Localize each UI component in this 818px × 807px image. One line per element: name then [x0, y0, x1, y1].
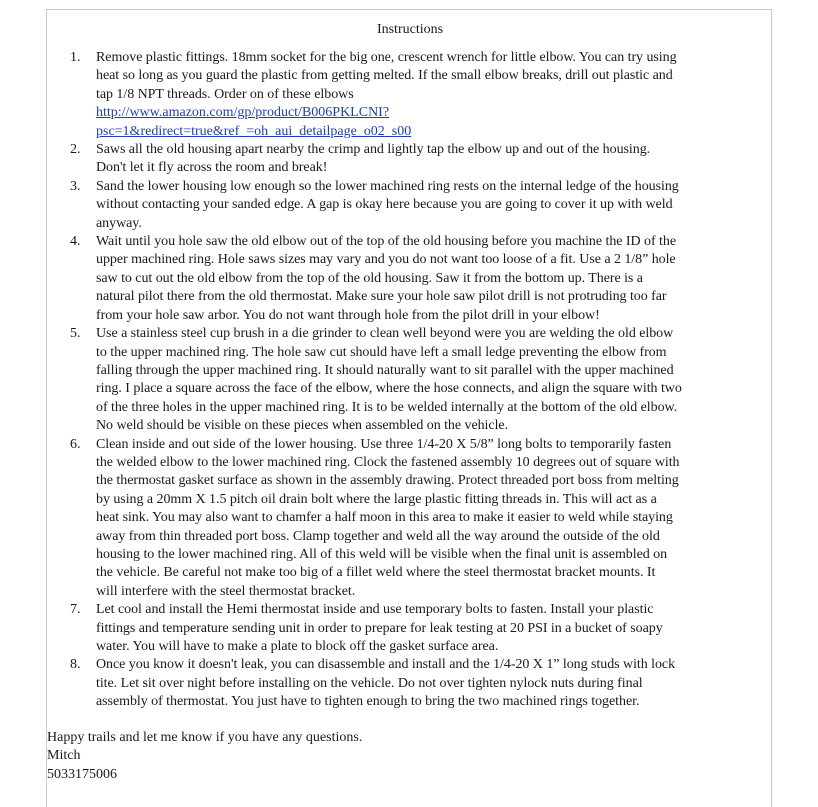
closing-message: Happy trails and let me know if you have any questions.	[47, 730, 363, 745]
step-number: 5.	[70, 326, 81, 342]
step-text: Let cool and install the Hemi thermostat inside and use temporary bolts to fasten. Install your plastic fittings and temperature sending unit in order to prepare for leak testing at 20 PSI in a bucket of soapy water. You will have to make a plate to block off the gasket surface area.	[96, 602, 663, 654]
step-text: Once you know it doesn't leak, you can disassemble and install and the 1/4-20 X 1” long studs with lock tite. Let sit over night before installing on the vehicle. Do not over tighten nylock nuts during final assembly of thermostat. You just have to tighten enough to bring the two machined rings together.	[96, 657, 676, 710]
document-page	[46, 9, 772, 807]
step-number: 8.	[70, 657, 81, 673]
instruction-step-3	[47, 178, 773, 233]
phone-number: 5033175006	[47, 766, 117, 782]
step-number: 6.	[70, 436, 81, 452]
step-text: Use a stainless steel cup brush in a die grinder to clean well beyond were you are welding the old elbow to the upper machined ring. The hole saw cut should have left a small ledge preventing the elbow from falling through the upper machined ring. It should naturally want to sit parallel with the upper machined ring. I place a square across the face of the elbow, where the hose connects, and align the square with two of the three holes in the upper machined ring. It is to be welded internally at the bottom of the old elbow. No weld should be visible on these pieces when assembled on the vehicle.	[96, 326, 682, 434]
instruction-list	[47, 49, 773, 712]
instruction-step-1	[47, 49, 773, 141]
instruction-step-6	[47, 436, 773, 602]
instruction-step-2	[47, 141, 773, 178]
instruction-step-8	[47, 656, 773, 711]
step-number: 2.	[70, 142, 81, 158]
step-text: Sand the lower housing low enough so the lower machined ring rests on the internal ledge of the housing without contacting your sanded edge. A gap is okay here because you are going to cover it up with weld anyway.	[96, 178, 679, 231]
step-number: 3.	[70, 178, 81, 194]
signer-name: Mitch	[47, 748, 81, 764]
document-title: Instructions	[376, 22, 444, 37]
step-number: 1.	[70, 50, 81, 65]
step-text: Remove plastic fittings. 18mm socket for the big one, crescent wrench for little elbow. You can try using heat so long as you guard the plastic from getting melted. If the small elbow breaks, drill out plastic and tap 1/8 NPT threads. Order on of these elbows	[96, 50, 677, 102]
step-text: Saws all the old housing apart nearby the crimp and lightly tap the elbow up and out of the housing. Don't let it fly across the room and break!	[96, 142, 651, 176]
amazon-product-link[interactable]: http://www.amazon.com/gp/product/B006PKLCNI? psc=1&redirect=true&ref_=oh_aui_detailpage_o02_s00	[96, 105, 412, 139]
closing-signature	[47, 729, 362, 784]
instruction-step-4	[47, 233, 773, 325]
step-text: Wait until you hole saw the old elbow out of the top of the old housing before you machine the ID of the upper machined ring. Hole saws sizes may vary and you do not want too loose of a fit. Use a 2 1/8” hole saw to cut out the old elbow from the top of the old housing. Saw it from the bottom up. There is a natural pilot there from the old thermostat. Make sure your hole saw pilot drill is not protruding too far from your hole saw arbor. You do not want through hole from the pilot drill in your elbow!	[96, 234, 676, 323]
step-number: 4.	[70, 234, 81, 250]
step-text: Clean inside and out side of the lower housing. Use three 1/4-20 X 5/8” long bolts to temporarily fasten the welded elbow to the lower machined ring. Clock the fastened assembly 10 degrees out of square with the thermostat gasket surface as shown in the assembly drawing. Protect threaded port boss from melting by using a 20mm X 1.5 pitch oil drain bolt where the large plastic fitting threads in. This will act as a heat sink. You may also want to chamfer a half moon in this area to make it easier to weld while staying away from thin threaded port boss. Clamp together and weld all the way around the outside of the old housing to the lower machined ring. All of this weld will be visible when the final unit is assembled on the vehicle. Be careful not make too big of a fillet weld where the steel thermostat bracket mounts. It will interfere with the steel thermostat bracket.	[96, 436, 680, 599]
instruction-step-5	[47, 325, 773, 435]
step-number: 7.	[70, 602, 81, 618]
instruction-step-7	[47, 601, 773, 656]
